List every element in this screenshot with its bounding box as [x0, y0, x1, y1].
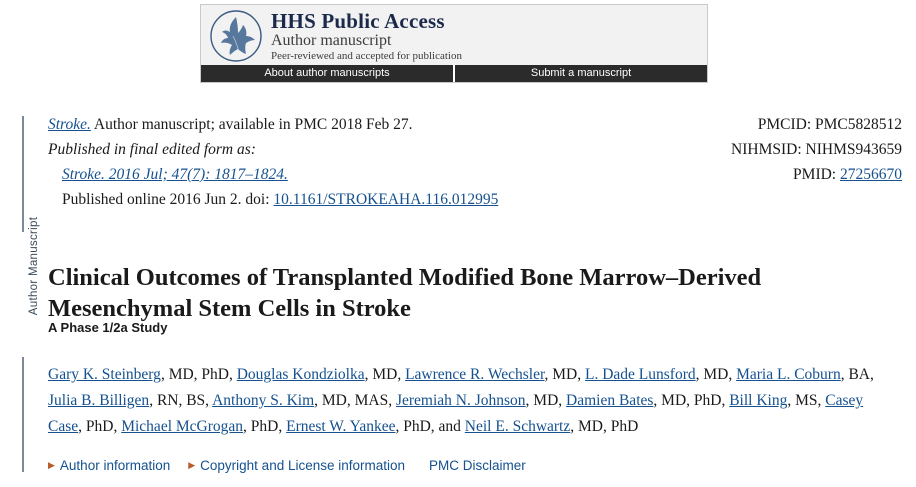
- author-name[interactable]: Bill King: [729, 392, 788, 409]
- author-name[interactable]: Gary K. Steinberg: [48, 366, 161, 383]
- banner-subtitle: Author manuscript: [271, 31, 392, 49]
- author-degrees: , MD,: [525, 392, 567, 409]
- published-online-text: Published online 2016 Jun 2. doi:: [62, 191, 274, 208]
- hhs-public-access-banner: [200, 4, 708, 83]
- author-name[interactable]: Lawrence R. Wechsler: [405, 366, 545, 383]
- journal-link[interactable]: Stroke.: [48, 116, 91, 133]
- sidebar-rule-gap: [20, 232, 26, 357]
- author-degrees: , BA,: [840, 366, 874, 383]
- identifier-block: [731, 112, 902, 187]
- nihmsid-row: [731, 137, 902, 162]
- triangle-right-icon: ▶: [188, 460, 196, 470]
- author-information-link[interactable]: Author information: [59, 458, 171, 473]
- author-list: [48, 362, 893, 440]
- final-citation-link[interactable]: Stroke. 2016 Jul; 47(7): 1817–1824.: [62, 166, 288, 183]
- pmcid-value: PMC5828512: [815, 116, 902, 133]
- published-final-label: Published in final edited form as:: [48, 141, 256, 158]
- banner-text: [265, 10, 462, 63]
- author-degrees: , RN, BS,: [149, 392, 213, 409]
- pmid-label: PMID:: [793, 166, 840, 183]
- availability-text: Author manuscript; available in PMC 2018 Feb 27.: [90, 116, 413, 133]
- banner-nav: [201, 65, 707, 82]
- about-author-manuscripts-link[interactable]: About author manuscripts: [201, 65, 455, 82]
- author-degrees: , MD,: [544, 366, 585, 383]
- citation-line-1: [48, 112, 648, 137]
- author-degrees: , PhD,: [243, 418, 287, 435]
- pmid-row: [731, 162, 902, 187]
- author-degrees: , PhD, and: [395, 418, 465, 435]
- doi-link[interactable]: 10.1161/STROKEAHA.116.012995: [273, 191, 499, 208]
- author-name[interactable]: Julia B. Billigen: [48, 392, 150, 409]
- author-degrees: , MD, PhD,: [653, 392, 730, 409]
- author-name[interactable]: Jeremiah N. Johnson: [395, 392, 526, 409]
- hhs-eagle-logo-icon: [207, 8, 265, 64]
- author-name[interactable]: Douglas Kondziolka: [236, 366, 365, 383]
- banner-tagline: Peer-reviewed and accepted for publication: [271, 49, 462, 62]
- author-degrees: , PhD,: [78, 418, 122, 435]
- author-name[interactable]: Michael McGrogan: [121, 418, 244, 435]
- pmid-link[interactable]: 27256670: [840, 166, 902, 183]
- sidebar-vertical-label: Author Manuscript: [28, 216, 40, 316]
- pmcid-label: PMCID:: [757, 116, 815, 133]
- author-name[interactable]: Maria L. Coburn: [736, 366, 841, 383]
- triangle-right-icon: ▶: [48, 460, 55, 470]
- final-citation-row: [48, 162, 648, 187]
- page-subtitle: A Phase 1/2a Study: [48, 320, 168, 335]
- author-name[interactable]: Damien Bates: [566, 392, 654, 409]
- author-degrees: , MD, PhD,: [160, 366, 237, 383]
- banner-title: HHS Public Access: [271, 8, 445, 33]
- nihmsid-value: NIHMS943659: [805, 141, 902, 158]
- citation-block: [48, 112, 648, 212]
- author-degrees: , MD, PhD: [570, 418, 639, 435]
- page-title: Clinical Outcomes of Transplanted Modified Bone Marrow–Derived Mesenchymal Stem Cells in Stroke: [48, 264, 762, 323]
- copyright-license-link[interactable]: Copyright and License information: [200, 458, 406, 473]
- published-online-row: [48, 187, 648, 212]
- submit-a-manuscript-link[interactable]: Submit a manuscript: [530, 67, 632, 79]
- banner-top: [201, 5, 707, 65]
- author-degrees: , MD, MAS,: [314, 392, 396, 409]
- pmc-disclaimer-link[interactable]: PMC Disclaimer: [429, 458, 526, 473]
- author-name[interactable]: Ernest W. Yankee: [286, 418, 396, 435]
- author-name[interactable]: Casey Case: [48, 392, 864, 435]
- author-degrees: , MD,: [364, 366, 406, 383]
- author-name[interactable]: Neil E. Schwartz: [464, 418, 571, 435]
- footer-links: [48, 458, 544, 473]
- author-name[interactable]: L. Dade Lunsford: [585, 366, 696, 383]
- author-degrees: , MD,: [695, 366, 737, 383]
- pmcid-row: [731, 112, 902, 137]
- author-name[interactable]: Anthony S. Kim: [212, 392, 315, 409]
- nihmsid-label: NIHMSID:: [731, 141, 806, 158]
- author-degrees: , MS,: [787, 392, 826, 409]
